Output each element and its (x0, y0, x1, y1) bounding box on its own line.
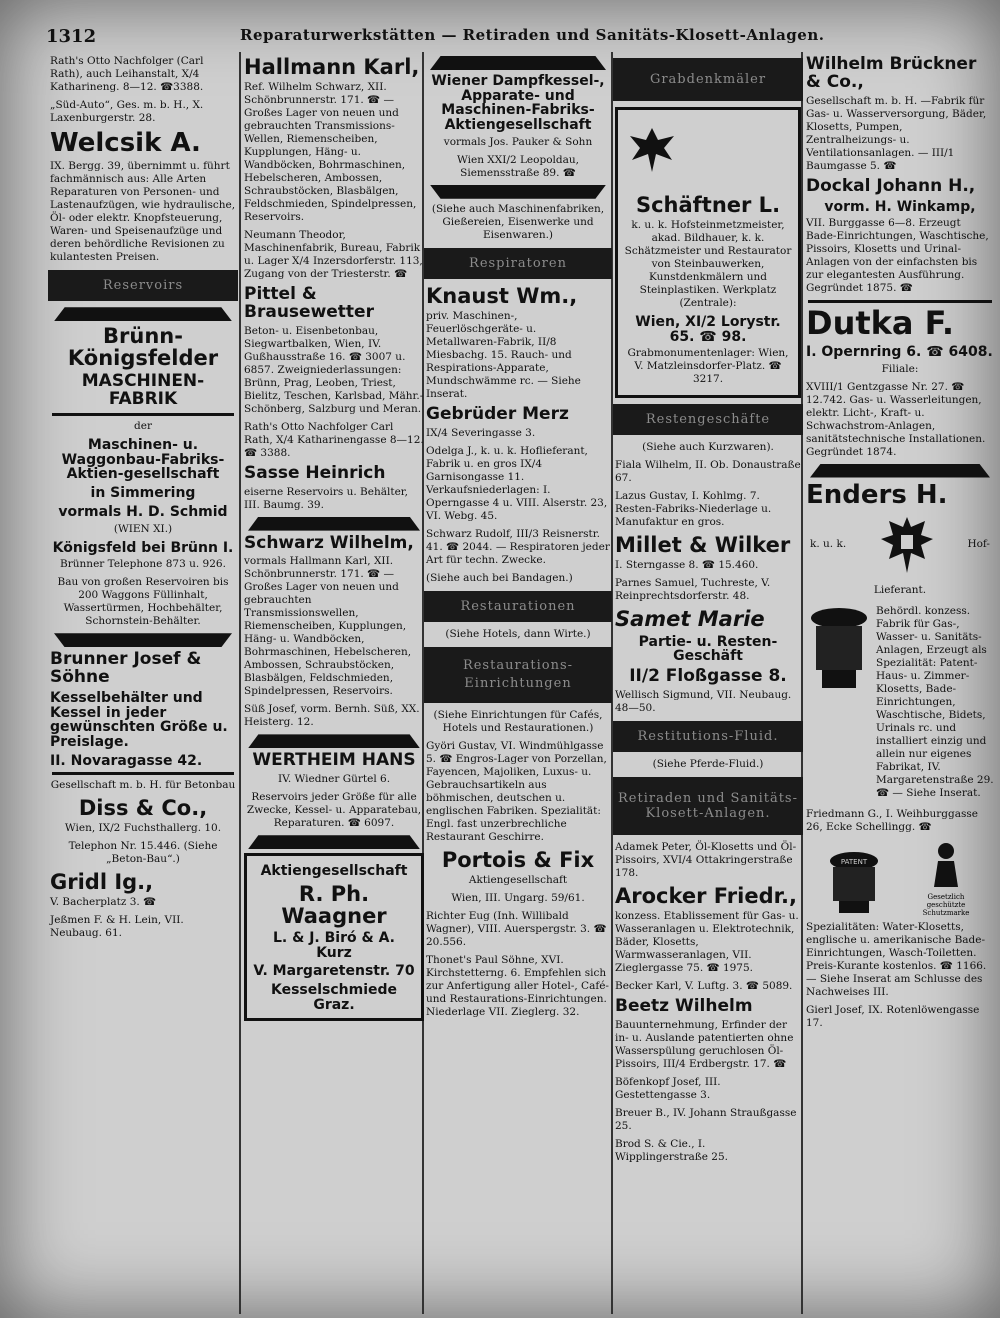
ad-schaeftner-address: Wien, XI/2 Lorystr. 65. ☎ 98. (635, 314, 781, 345)
listing-rath: Rath's Otto Nachfolger (Carl Rath), auch Leihanstalt, X/4 Katharineng. 8—12. ☎3388. (50, 55, 204, 93)
ad-knaust-name: Knaust Wm., (426, 283, 578, 308)
ad-enders-kuk: k. u. k. (810, 538, 847, 551)
ad-schwarz-text: vormals Hallmann Karl, XII. Schönbrunnerstr. 171. ☎ —Großes Lager von neuen und gebrauchten Transmissionswellen, Riemenscheiben, Kupplungen, Häng- u. Wandböcken, Bohrmaschinen, Hebelscheren, Ambossen, Schraubstöcken, Blasbälgen, Feldschmieden, Spindelpressen, Reservoirs. (244, 555, 412, 698)
section-bar-restitutions: Restitutions-Fluid. (613, 721, 803, 752)
eagle-emblem-icon (622, 120, 682, 180)
ad-line-4: (WIEN XI.) (113, 522, 173, 535)
column-5 (804, 52, 996, 1314)
ad-dutka-name: Dutka F. (806, 304, 954, 343)
section-bar-grabdenkmaeler: Grabdenkmäler (613, 58, 803, 101)
page-number: 1312 (46, 26, 97, 47)
listing-breuer: Breuer B., IV. Johann Straußgasse 25. (615, 1106, 797, 1132)
ad-waagner-box (244, 853, 424, 1021)
listing-friedmann: Friedmann G., I. Weihburggasse 26, Ecke Schellingg. ☎ (806, 807, 978, 833)
listing-gyoeri: Györi Gustav, VI. Windmühlgasse 5. ☎ Engros-Lager von Porzellan, Fayencen, Majoliken, Luxus- u. Gebrauchsartikeln aus böhmischen, deutschen u. englischen Fabriken. Spezialität: Engl. fast unzerbrechliche Restaurant Geschirre. (426, 739, 607, 843)
page-header (0, 8, 1000, 56)
ad-der: der (134, 420, 152, 433)
ad-brunner-text: Kesselbehälter und Kessel in jeder gewünschten Größe u. Preislage. (50, 689, 228, 750)
ad-dockal-text: VII. Burggasse 6—8. Erzeugt Bade-Einrichtungen, Waschtische, Pissoirs, Klosetts und Urinal-Anlagen von der einfachsten bis zur elegantesten Ausführung. Gegründet 1875. ☎ (806, 217, 989, 295)
ad-waagner-name: R. Ph. Waagner (281, 881, 387, 928)
section-bar-einrichtungen-line-1: Restaurations- (462, 657, 574, 673)
ad-friedmann-images (808, 839, 992, 917)
ad-ornament (248, 517, 420, 531)
listing-suess: Süß Josef, vorm. Bernh. Süß, XX. Heisterg. 12. (244, 703, 420, 729)
ad-diss-telephone: Telephon Nr. 15.446. (Siehe „Beton-Bau“.) (68, 840, 218, 866)
ad-line-6: Brünner Telephone 873 u. 926. (60, 558, 226, 571)
listing-boefenkopf: Böfenkopf Josef, III. Gestettengasse 3. (615, 1075, 721, 1101)
ad-samet-sub: Partie- u. Resten-Geschäft (638, 633, 778, 665)
note-einrichtungen: (Siehe Einrichtungen für Cafés, Hotels und Restaurationen.) (433, 708, 603, 734)
ad-arocker-text: konzess. Etablissement für Gas- u. Wasseranlagen u. Elektrotechnik, Bäder, Klosetts, Warmwasseranlagen, VII. Zieglergasse 75. ☎ 1975. (615, 909, 799, 974)
listing-rath-2: Rath's Otto Nachfolger Carl Rath, X/4 Katharinengasse 8—12. ☎ 3388. (244, 420, 424, 459)
ad-schwarz-name: Schwarz Wilhelm, (244, 532, 414, 553)
ad-line-2: in Simmering (90, 485, 196, 502)
trademark-figure-icon (924, 839, 968, 889)
ad-millet-address: I. Sterngasse 8. ☎ 15.460. (615, 559, 759, 572)
ad-enders-hof: Hof- (967, 538, 990, 551)
ad-merz-address: IX/4 Severingasse 3. (426, 426, 536, 439)
listing-jessmen: Jeßmen F. & H. Lein, VII. Neubaug. 61. (50, 914, 184, 940)
ad-schaeftner-box (615, 107, 801, 398)
divider (52, 772, 234, 775)
section-bar-respiratoren: Respiratoren (424, 248, 612, 279)
ad-hallmann-name: Hallmann Karl, (244, 55, 420, 79)
ad-enders-name: Enders H. (806, 479, 948, 510)
ad-dutka-address: I. Opernring 6. ☎ 6408. (806, 343, 993, 360)
ad-waagner-2: L. & J. Biró & A. Kurz (273, 930, 395, 961)
trademark-block (911, 839, 981, 917)
ad-waagner-3: Kesselschmiede Graz. (270, 982, 398, 1013)
ad-pittel-text: Beton- u. Eisenbetonbau, Siegwartbalken, Wien, IV. Gußhausstraße 16. ☎ 3007 u. 6857. Zweigniederlassungen: Brünn, Prag, Leoben, Triest, Bielitz, Teschen, Karlsbad, Mähr.-Schönberg, Salzburg und Meran. (244, 324, 424, 415)
ad-ornament (54, 307, 232, 321)
ad-dockal-name: Dockal Johann H., (806, 175, 976, 196)
listing-richter: Richter Eug (Inh. Willibald Wagner), VIII. Auerspergstr. 3. ☎ 20.556. (426, 909, 607, 948)
listing-neumann: Neumann Theodor, Maschinenfabrik, Bureau, Fabrik u. Lager X/4 Inzersdorferstr. 113, Zugang von der Triesterstr. ☎ (244, 229, 423, 281)
section-bar-restaurationen: Restaurationen (424, 591, 612, 622)
listing-thonet: Thonet's Paul Söhne, XVI. Kirchstetterng. 6. Empfehlen sich zur Anfertigung aller Hotel-, Café- und Restaurations-Einrichtungen. Niederlage VII. Zieglerg. 32. (426, 953, 609, 1018)
note-kurzwaren: (Siehe auch Kurzwaren). (642, 441, 774, 454)
toilet-illustration-icon (804, 602, 874, 692)
trademark-label: Gesetzlich geschützte Schutzmarke (922, 892, 970, 917)
ad-portois-name: Portois & Fix (441, 847, 595, 872)
ad-brunner-address: II. Novaragasse 42. (50, 752, 203, 769)
ad-samet-name: Samet Marie (615, 607, 765, 632)
patent-closet-illustration-icon (819, 847, 889, 917)
ad-portois-address: Wien, III. Ungarg. 59/61. (451, 891, 585, 904)
ad-welcsik-name: Welcsik A. (50, 128, 201, 158)
note-hotels: (Siehe Hotels, dann Wirte.) (445, 627, 591, 640)
listing-parnes: Parnes Samuel, Tuchreste, V. Reinprechtsdorferstr. 48. (615, 577, 771, 603)
column-4 (613, 52, 803, 1314)
ad-wertheim-name: WERTHEIM HANS (252, 750, 416, 771)
section-bar-restengeschaefte: Restengeschäfte (613, 404, 803, 435)
ad-line-5: Königsfeld bei Brünn I. (52, 539, 234, 556)
ad-wiener-sub: vormals Jos. Pauker & Sohn (443, 135, 593, 148)
column-rule (239, 52, 241, 1314)
column-2 (242, 52, 426, 1314)
ad-enders-crest-row (808, 511, 992, 581)
ad-diss-name: Diss & Co., (78, 796, 208, 821)
ad-brunner-name: Brunner Josef & Söhne (50, 649, 202, 688)
ad-maschinen-fabrik: MASCHINEN-FABRIK (81, 371, 205, 410)
ad-dutka-filiale: Filiale: (881, 362, 919, 375)
ad-knaust-text: priv. Maschinen-, Feuerlöschgeräte- u. Metallwaren-Fabrik, II/8 Miesbachg. 15. Rauch- und Respirations-Apparate, Mundschwämme rc. — Siehe Inserat. (426, 309, 581, 400)
ad-hallmann-text: Ref. Wilhelm Schwarz, XII. Schönbrunnerstr. 171. ☎ —Großes Lager von neuen und gebrauchten Transmissions-Wellen, Riemenscheiben, Kupplungen, Häng- u. Wandböcken, Bohrmaschinen, Hebelscheren, Ambossen, Schraubstöcken, Blasbälgen, Feldschmieden, Spindelpressen, Reservoirs. (244, 81, 417, 224)
section-bar-einrichtungen-line-2: Einrichtungen (464, 675, 572, 691)
ad-ornament (54, 633, 232, 647)
note-bandagen: (Siehe auch bei Bandagen.) (426, 571, 573, 584)
column-1 (48, 52, 238, 1314)
ad-dutka-text: XVIII/1 Gentzgasse Nr. 27. ☎ 12.742. Gas- u. Wasserleitungen, elektr. Licht-, Kraft- u. Schwachstrom-Anlagen, sanitätstechnische Installationen. Gegründet 1874. (806, 380, 986, 458)
divider (52, 413, 234, 416)
ad-millet-name: Millet & Wilker (615, 533, 791, 558)
ad-schaeftner-name: Schäftner L. (635, 193, 781, 217)
ad-ornament (430, 185, 606, 199)
running-title: Reparaturwerkstätten — Retiraden und Sanitäts-Klosett-Anlagen. (240, 26, 825, 44)
listing-becker: Becker Karl, V. Luftg. 3. ☎ 5089. (615, 979, 793, 992)
ad-schaeftner-lager: Grabmonumentenlager: Wien, V. Matzleinsdorfer-Platz. ☎ 3217. (627, 347, 789, 386)
double-eagle-crest-icon (877, 511, 937, 581)
ad-brueckner-name: Wilhelm Brückner & Co., (806, 54, 977, 92)
ad-waagner-address: V. Margaretenstr. 70 (253, 963, 415, 980)
column-3 (424, 52, 612, 1314)
ad-ornament (430, 56, 606, 70)
ad-gridl-name: Gridl Ig., (50, 870, 154, 895)
section-bar-reservoirs: Reservoirs (48, 270, 238, 301)
ad-schaeftner-text: k. u. k. Hofsteinmetzmeister, akad. Bildhauer, k. k. Schätzmeister und Restaurator von Steinbauwerken, Kunstdenkmälern und Steinplastiken. Werkplatz (Zentrale): (624, 219, 792, 310)
ad-dockal-sub: vorm. H. Winkamp, (824, 198, 976, 215)
section-bar-retiraden: Retiraden und Sanitäts-Klosett-Anlagen. (613, 777, 803, 835)
ad-line-7: Bau von großen Reservoiren bis 200 Waggons Füllinhalt, Wassertürmen, Hochbehälter, Schornstein-Behälter. (57, 576, 229, 628)
ad-samet-address: II/2 Floßgasse 8. (629, 665, 787, 686)
ad-wiener-name: Wiener Dampfkessel-, Apparate- und Maschinen-Fabriks-Aktiengesellschaft (431, 73, 605, 134)
listing-odelga: Odelga J., k. u. k. Hoflieferant, Fabrik u. en gros IX/4 Garnisongasse 11. Verkaufsniederlagen: I. Operngasse 4 u. VIII. Alserstr. 23, VI. Webg. 45. (426, 444, 608, 522)
listing-fiala: Fiala Wilhelm, II. Ob. Donaustraße 67. (615, 459, 801, 485)
ad-bruenn-title: Brünn-Königsfelder (67, 324, 219, 371)
listing-gierl: Gierl Josef, IX. Rotenlöwengasse 17. (806, 1003, 980, 1029)
ad-line-1: Maschinen- u. Waggonbau-Fabriks-Aktien-gesellschaft (61, 437, 225, 483)
ad-waagner-top: Aktiengesellschaft (260, 863, 408, 880)
ad-wiener-address: Wien XXI/2 Leopoldau, Siemensstraße 89. ☎ (457, 153, 579, 179)
ad-arocker-name: Arocker Friedr., (615, 883, 797, 908)
ad-beetz-text: Bauunternehmung, Erfinder der in- u. Auslande patentierten ohne Wasserspülung geruchlosen Öl-Pissoirs, III/4 Erdbergstr. 17. ☎ (615, 1018, 794, 1070)
ad-enders-body (804, 602, 996, 805)
listing-lazus: Lazus Gustav, I. Kohlmg. 7. Resten-Fabriks-Niederlage u. Manufaktur en gros. (615, 490, 772, 529)
ad-welcsik-text: IX. Bergg. 39, übernimmt u. führt fachmännisch aus: Alle Arten Reparaturen von Personen- und Lastenaufzügen, wie hydraulische, Öl- oder elektr. Knopfsteuerung, Waren- und Speisenaufzüge und deren behördliche Revisionen zu kulantesten Preisen. (50, 160, 236, 264)
ad-enders-text: Behördl. konzess. Fabrik für Gas-, Wasser- u. Sanitäts-Anlagen, Erzeugt als Spezialität: Patent-Haus- u. Zimmer-Klosetts, Bade-Einrichtungen, Waschtische, Bidets, Urinals rc. und installiert einzig und allein nur eigenes Fabrikat, IV. Margaretenstraße 29. ☎ — Siehe Inserat. (876, 604, 994, 799)
ad-wertheim-address: IV. Wiedner Gürtel 6. (277, 773, 391, 786)
ad-friedmann-text: Spezialitäten: Water-Klosetts, englische u. amerikanische Bade-Einrichtungen, Wasch-Toiletten. Preis-Kurante kostenlos. ☎ 1166. — Siehe Inserat am Schlusse des Nachweises III. (806, 920, 987, 998)
note-pferde: (Siehe Pferde-Fluid.) (652, 757, 764, 770)
listing-sued-auto: „Süd-Auto“, Ges. m. b. H., X. Laxenburgerstr. 28. (50, 99, 204, 124)
patent-label: PATENT (840, 857, 868, 866)
ad-ornament (810, 464, 990, 478)
ad-portois-sub: Aktiengesellschaft (468, 873, 568, 886)
ad-ornament (248, 835, 420, 849)
ad-gridl-address: V. Bacherplatz 3. ☎ (50, 896, 157, 909)
ad-diss-address: Wien, IX/2 Fuchsthallerg. 10. (64, 822, 222, 835)
ad-ornament (248, 734, 420, 748)
note-wiener: (Siehe auch Maschinenfabriken, Gießereien, Eisenwerke und Eisenwaren.) (431, 202, 605, 241)
ad-pittel-name: Pittel & Brausewetter (244, 284, 374, 322)
ad-merz-name: Gebrüder Merz (426, 403, 569, 424)
ad-sasse-text: eiserne Reservoirs u. Behälter, III. Baumg. 39. (244, 485, 408, 511)
ad-beetz-name: Beetz Wilhelm (615, 995, 753, 1016)
divider (808, 300, 992, 303)
ad-brueckner-text: Gesellschaft m. b. H. —Fabrik für Gas- u. Wasserversorgung, Bäder, Klosetts, Pumpen, Zentralheizungs- u. Ventilationsanlagen. — III/1 Baumgasse 5. ☎ (806, 94, 987, 172)
ad-sasse-name: Sasse Heinrich (244, 462, 386, 483)
ad-line-3: vormals H. D. Schmid (58, 503, 228, 520)
listing-adamek: Adamek Peter, Öl-Klosetts und Öl-Pissoirs, XVI/4 Ottakringerstraße 178. (615, 840, 797, 879)
ad-diss-top: Gesellschaft m. b. H. für Betonbau (50, 779, 236, 792)
listing-brod: Brod S. & Cie., I. Wipplingerstraße 25. (615, 1137, 728, 1163)
ad-wertheim-text: Reservoirs jeder Größe für alle Zwecke, Kessel- u. Apparatebau, Reparaturen. ☎ 6097. (246, 791, 422, 830)
section-bar-einrichtungen (424, 647, 612, 703)
listing-wellisch: Wellisch Sigmund, VII. Neubaug. 48—50. (615, 688, 792, 714)
listing-schwarz-rudolf: Schwarz Rudolf, III/3 Reisnerstr. 41. ☎ 2044. — Respiratoren jeder Art für techn. Zwecke. (426, 527, 610, 566)
ad-enders-lieferant: Lieferant. (873, 583, 927, 596)
